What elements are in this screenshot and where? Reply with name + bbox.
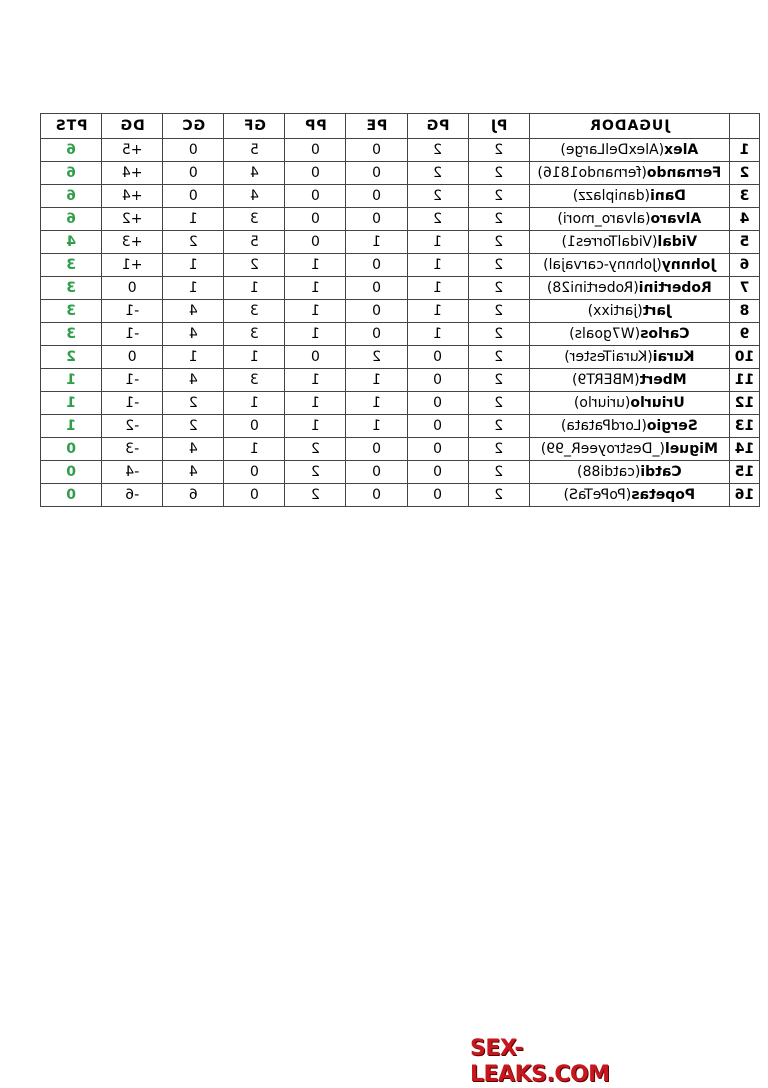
row-won: 0 [407, 461, 468, 484]
row-goals-for: 3 [224, 369, 285, 392]
standings-table [40, 113, 760, 507]
row-goals-for: 0 [224, 484, 285, 507]
row-drawn: 2 [346, 346, 407, 369]
row-won: 0 [407, 438, 468, 461]
player-handle: (daniplazz) [572, 188, 651, 204]
row-goals-against: 0 [163, 139, 224, 162]
row-drawn: 1 [346, 231, 407, 254]
row-won: 0 [407, 369, 468, 392]
row-points: 6 [41, 139, 102, 162]
row-goals-against: 4 [163, 369, 224, 392]
header-goals-for: GF [224, 114, 285, 139]
player-handle: (Robertini28) [546, 280, 639, 296]
player-handle: (catdi88) [577, 464, 641, 480]
player-handle: (_DestroyeeR_99) [540, 441, 665, 457]
row-drawn: 0 [346, 185, 407, 208]
row-player [529, 162, 729, 185]
player-handle: (alvaro_mori) [557, 211, 651, 227]
row-position: 13 [729, 415, 759, 438]
row-drawn: 1 [346, 392, 407, 415]
row-goals-for: 1 [224, 392, 285, 415]
row-won: 1 [407, 277, 468, 300]
row-position: 5 [729, 231, 759, 254]
row-position: 2 [729, 162, 759, 185]
row-goal-difference: -4 [102, 461, 163, 484]
row-position: 8 [729, 300, 759, 323]
row-lost: 0 [285, 139, 346, 162]
player-handle: (PoPeTaS) [563, 487, 632, 503]
row-drawn: 0 [346, 438, 407, 461]
row-played: 2 [468, 484, 529, 507]
row-lost: 1 [285, 254, 346, 277]
row-position: 1 [729, 139, 759, 162]
row-played: 2 [468, 369, 529, 392]
table-row [41, 461, 760, 484]
row-position: 9 [729, 323, 759, 346]
row-won: 0 [407, 346, 468, 369]
row-points: 3 [41, 300, 102, 323]
row-position: 7 [729, 277, 759, 300]
row-goal-difference: +5 [102, 139, 163, 162]
player-handle: (W7goals) [569, 326, 641, 342]
row-lost: 1 [285, 369, 346, 392]
row-lost: 0 [285, 208, 346, 231]
player-name: Kurai [652, 349, 695, 365]
row-position: 3 [729, 185, 759, 208]
row-played: 2 [468, 461, 529, 484]
row-goals-for: 0 [224, 461, 285, 484]
row-goals-against: 2 [163, 231, 224, 254]
row-player [529, 231, 729, 254]
row-player [529, 392, 729, 415]
row-player [529, 139, 729, 162]
row-goal-difference: -1 [102, 323, 163, 346]
row-points: 6 [41, 185, 102, 208]
header-won: PG [407, 114, 468, 139]
row-drawn: 0 [346, 461, 407, 484]
player-name: Carlos [640, 326, 690, 342]
row-goals-for: 2 [224, 254, 285, 277]
row-goal-difference: +4 [102, 162, 163, 185]
row-played: 2 [468, 346, 529, 369]
player-name: Alex [664, 142, 699, 158]
row-played: 2 [468, 438, 529, 461]
row-goals-for: 5 [224, 139, 285, 162]
header-player: JUGADOR [529, 114, 729, 139]
row-player [529, 185, 729, 208]
table-row [41, 185, 760, 208]
row-drawn: 0 [346, 323, 407, 346]
row-points: 0 [41, 461, 102, 484]
row-position: 12 [729, 392, 759, 415]
player-name: Vidal [657, 234, 698, 250]
player-handle: (KuraiTester) [564, 349, 653, 365]
row-won: 0 [407, 392, 468, 415]
row-drawn: 0 [346, 208, 407, 231]
row-won: 2 [407, 185, 468, 208]
row-player [529, 300, 729, 323]
row-goal-difference: -1 [102, 369, 163, 392]
row-drawn: 0 [346, 484, 407, 507]
row-played: 2 [468, 277, 529, 300]
row-drawn: 0 [346, 254, 407, 277]
row-player [529, 346, 729, 369]
row-lost: 1 [285, 415, 346, 438]
row-goals-against: 1 [163, 277, 224, 300]
row-drawn: 1 [346, 369, 407, 392]
row-played: 2 [468, 415, 529, 438]
row-points: 6 [41, 208, 102, 231]
row-player [529, 461, 729, 484]
player-name: Robertini [638, 280, 712, 296]
table-row [41, 392, 760, 415]
row-lost: 1 [285, 300, 346, 323]
row-goals-for: 3 [224, 208, 285, 231]
table-row [41, 484, 760, 507]
row-played: 2 [468, 254, 529, 277]
table-row [41, 254, 760, 277]
row-goal-difference: -2 [102, 415, 163, 438]
row-goals-against: 1 [163, 346, 224, 369]
row-goal-difference: -1 [102, 300, 163, 323]
watermark-logo [470, 1036, 650, 1087]
row-won: 2 [407, 208, 468, 231]
row-points: 1 [41, 392, 102, 415]
table-row [41, 300, 760, 323]
row-goal-difference: -3 [102, 438, 163, 461]
row-lost: 1 [285, 277, 346, 300]
player-name: Fernando [646, 165, 722, 181]
row-won: 2 [407, 162, 468, 185]
row-goals-against: 0 [163, 185, 224, 208]
row-played: 2 [468, 300, 529, 323]
row-position: 16 [729, 484, 759, 507]
row-player [529, 369, 729, 392]
table-body [41, 139, 760, 507]
row-goals-for: 3 [224, 300, 285, 323]
player-handle: (uriurlo) [573, 395, 631, 411]
row-lost: 2 [285, 438, 346, 461]
row-goals-against: 1 [163, 254, 224, 277]
table-header-row [41, 114, 760, 139]
header-position [729, 114, 759, 139]
row-goal-difference: 0 [102, 277, 163, 300]
header-lost: PP [285, 114, 346, 139]
row-player [529, 277, 729, 300]
row-goals-for: 1 [224, 346, 285, 369]
row-player [529, 254, 729, 277]
row-points: 3 [41, 254, 102, 277]
player-name: Miguel [664, 441, 718, 457]
row-won: 1 [407, 231, 468, 254]
table-row [41, 323, 760, 346]
player-handle: (jartixx) [587, 303, 643, 319]
header-points: PTS [41, 114, 102, 139]
table-row [41, 208, 760, 231]
row-points: 6 [41, 162, 102, 185]
player-name: Mbert [639, 372, 687, 388]
table-row [41, 346, 760, 369]
player-name: Popetas [631, 487, 696, 503]
table-row [41, 438, 760, 461]
row-goals-against: 4 [163, 300, 224, 323]
row-position: 10 [729, 346, 759, 369]
row-goals-for: 0 [224, 415, 285, 438]
table-row [41, 162, 760, 185]
row-goals-for: 3 [224, 323, 285, 346]
row-won: 1 [407, 254, 468, 277]
row-lost: 0 [285, 162, 346, 185]
row-goal-difference: -1 [102, 392, 163, 415]
row-goal-difference: +3 [102, 231, 163, 254]
row-player [529, 438, 729, 461]
player-handle: (VidalTorres1) [561, 234, 658, 250]
row-player [529, 208, 729, 231]
row-lost: 1 [285, 323, 346, 346]
row-points: 3 [41, 323, 102, 346]
player-handle: (AlexDelLarge) [560, 142, 665, 158]
row-lost: 0 [285, 185, 346, 208]
row-position: 4 [729, 208, 759, 231]
row-goals-for: 1 [224, 438, 285, 461]
row-drawn: 0 [346, 300, 407, 323]
row-goals-for: 4 [224, 162, 285, 185]
row-lost: 0 [285, 231, 346, 254]
player-handle: (MBERT9) [572, 372, 640, 388]
row-goals-for: 1 [224, 277, 285, 300]
row-goals-against: 4 [163, 438, 224, 461]
row-lost: 0 [285, 346, 346, 369]
row-points: 4 [41, 231, 102, 254]
row-player [529, 323, 729, 346]
row-lost: 2 [285, 484, 346, 507]
header-goal-difference: DG [102, 114, 163, 139]
player-handle: (fernando1816) [537, 165, 647, 181]
player-handle: (Johnny-carvajal) [543, 257, 662, 273]
row-drawn: 0 [346, 139, 407, 162]
row-played: 2 [468, 208, 529, 231]
row-lost: 2 [285, 461, 346, 484]
row-won: 1 [407, 300, 468, 323]
player-name: Sergio [646, 418, 698, 434]
row-goals-for: 5 [224, 231, 285, 254]
row-player [529, 415, 729, 438]
row-drawn: 1 [346, 415, 407, 438]
player-name: Catdi [640, 464, 682, 480]
table-row [41, 369, 760, 392]
row-drawn: 0 [346, 162, 407, 185]
row-played: 2 [468, 231, 529, 254]
row-goal-difference: -6 [102, 484, 163, 507]
row-played: 2 [468, 323, 529, 346]
row-points: 0 [41, 438, 102, 461]
row-won: 1 [407, 323, 468, 346]
row-goal-difference: +1 [102, 254, 163, 277]
row-lost: 1 [285, 392, 346, 415]
player-name: Dani [650, 188, 686, 204]
row-points: 1 [41, 415, 102, 438]
row-drawn: 0 [346, 277, 407, 300]
row-played: 2 [468, 162, 529, 185]
table-row [41, 139, 760, 162]
row-won: 0 [407, 415, 468, 438]
row-won: 0 [407, 484, 468, 507]
row-goal-difference: +4 [102, 185, 163, 208]
row-goals-against: 6 [163, 484, 224, 507]
row-goals-against: 4 [163, 323, 224, 346]
header-played: PJ [468, 114, 529, 139]
row-points: 3 [41, 277, 102, 300]
row-position: 6 [729, 254, 759, 277]
player-handle: (LordPatata) [560, 418, 647, 434]
table-row [41, 415, 760, 438]
row-played: 2 [468, 139, 529, 162]
row-player [529, 484, 729, 507]
row-position: 15 [729, 461, 759, 484]
row-points: 2 [41, 346, 102, 369]
row-goals-against: 1 [163, 208, 224, 231]
player-name: Alvaro [650, 211, 702, 227]
player-name: Jart [642, 303, 672, 319]
table-row [41, 231, 760, 254]
player-name: Uriurlo [630, 395, 685, 411]
row-goal-difference: +2 [102, 208, 163, 231]
row-goals-against: 0 [163, 162, 224, 185]
row-played: 2 [468, 392, 529, 415]
row-goals-against: 2 [163, 392, 224, 415]
player-name: Johnny [661, 257, 716, 273]
row-won: 2 [407, 139, 468, 162]
row-points: 1 [41, 369, 102, 392]
row-position: 11 [729, 369, 759, 392]
row-goals-for: 4 [224, 185, 285, 208]
watermark-text: SEX-LEAKS.COM [470, 1036, 610, 1087]
header-goals-against: GC [163, 114, 224, 139]
row-goal-difference: 0 [102, 346, 163, 369]
row-played: 2 [468, 185, 529, 208]
row-points: 0 [41, 484, 102, 507]
row-goals-against: 2 [163, 415, 224, 438]
row-position: 14 [729, 438, 759, 461]
header-drawn: PE [346, 114, 407, 139]
table-row [41, 277, 760, 300]
row-goals-against: 4 [163, 461, 224, 484]
